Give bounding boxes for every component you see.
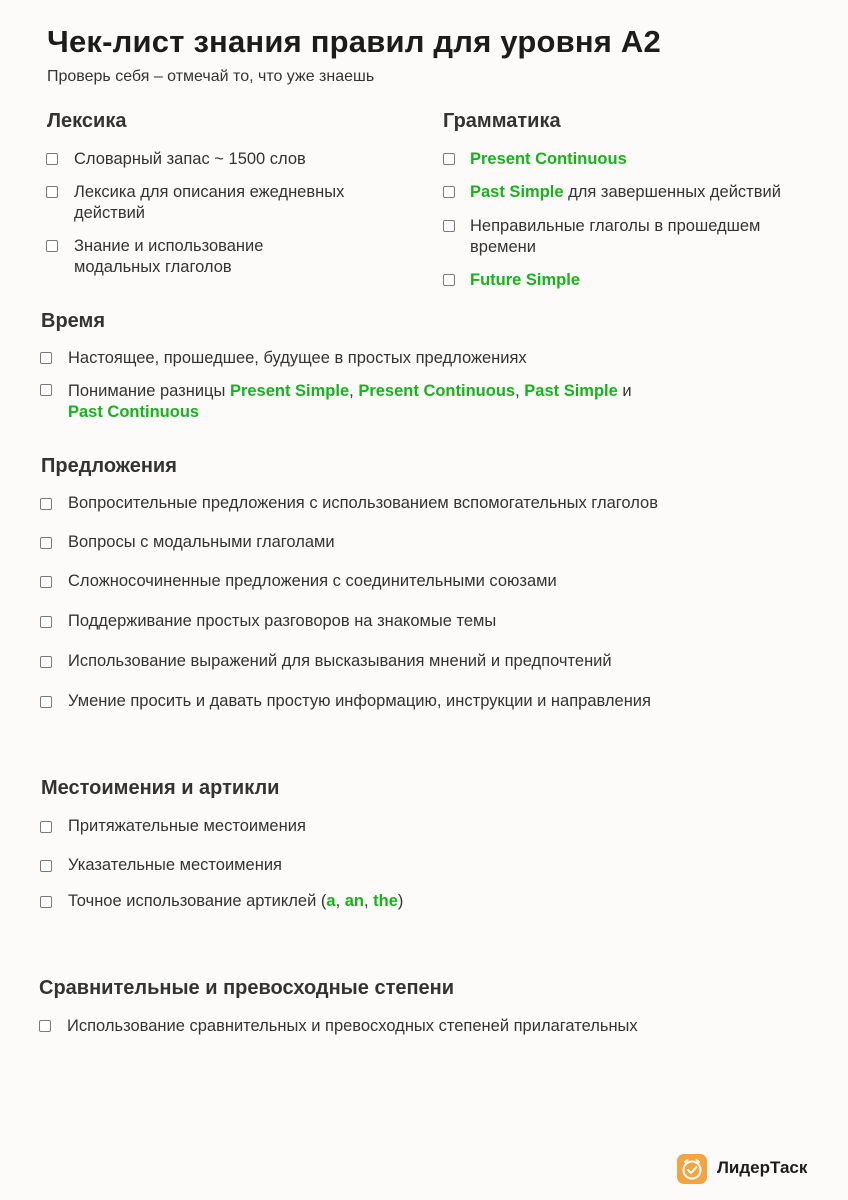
item-text: , xyxy=(515,382,525,400)
section-heading-grammar: Грамматика xyxy=(443,110,561,132)
brand-name: ЛидерТаск xyxy=(717,1158,808,1177)
checklist-item: Лексика для описания ежедневных действий xyxy=(74,183,345,222)
checklist-item: Вопросы с модальными глаголами xyxy=(68,533,335,551)
article-term: the xyxy=(373,892,398,910)
checklist-item xyxy=(470,149,830,170)
checklist-item: Указательные местоимения xyxy=(68,856,282,874)
checklist-item: Использование сравнительных и превосходных степеней прилагательных xyxy=(67,1017,638,1035)
article-term: a xyxy=(326,892,336,910)
article-term: an xyxy=(344,892,364,910)
checkbox[interactable] xyxy=(443,220,455,232)
checkbox[interactable] xyxy=(443,153,455,165)
checkbox[interactable] xyxy=(40,696,52,708)
checkbox[interactable] xyxy=(40,860,52,872)
item-text: ) xyxy=(397,892,404,910)
checklist-item xyxy=(68,381,748,423)
item-text: для завершенных действий xyxy=(563,183,781,201)
grammar-term: Past Simple xyxy=(524,382,618,400)
checklist-item: Неправильные глаголы в прошедшем времени xyxy=(470,217,761,256)
checkbox[interactable] xyxy=(40,896,52,908)
checkbox[interactable] xyxy=(40,498,52,510)
checklist-item: Настоящее, прошедшее, будущее в простых предложениях xyxy=(68,349,527,367)
checklist-item: Словарный запас ~ 1500 слов xyxy=(74,150,306,168)
checkbox[interactable] xyxy=(39,1020,51,1032)
grammar-term: Past Continuous xyxy=(68,403,200,421)
checkbox[interactable] xyxy=(40,384,52,396)
checkbox[interactable] xyxy=(46,186,58,198)
checklist-item xyxy=(470,182,840,203)
item-text: , xyxy=(349,382,359,400)
checkbox[interactable] xyxy=(40,821,52,833)
item-text: Понимание разницы xyxy=(68,382,230,400)
section-heading-tense: Время xyxy=(41,310,105,332)
checkbox[interactable] xyxy=(40,352,52,364)
item-text: , xyxy=(364,892,374,910)
section-heading-sentences: Предложения xyxy=(41,455,177,477)
checkbox[interactable] xyxy=(443,186,455,198)
grammar-term: Present Continuous xyxy=(358,382,516,400)
grammar-term: Future Simple xyxy=(470,271,581,289)
checklist-item: Знание и использование модальных глаголов xyxy=(74,237,264,276)
page-subtitle: Проверь себя – отмечай то, что уже знаешь xyxy=(47,68,375,85)
checkbox[interactable] xyxy=(40,537,52,549)
checkbox[interactable] xyxy=(443,274,455,286)
checklist-item xyxy=(68,891,668,912)
checkbox[interactable] xyxy=(40,576,52,588)
checklist-item: Умение просить и давать простую информацию, инструкции и направления xyxy=(68,692,651,710)
checkbox[interactable] xyxy=(40,616,52,628)
section-heading-pronouns: Местоимения и артикли xyxy=(41,777,280,799)
item-text: и xyxy=(617,382,632,400)
page-title: Чек-лист знания правил для уровня А2 xyxy=(47,24,661,59)
checkbox[interactable] xyxy=(40,656,52,668)
grammar-term: Present Continuous xyxy=(470,150,627,168)
clock-check-icon xyxy=(677,1154,707,1184)
section-heading-lexicon: Лексика xyxy=(47,110,127,132)
checkbox[interactable] xyxy=(46,153,58,165)
item-text: Точное использование артиклей ( xyxy=(68,892,327,910)
checklist-item: Поддерживание простых разговоров на знакомые темы xyxy=(68,612,497,630)
section-heading-comparatives: Сравнительные и превосходные степени xyxy=(39,977,455,999)
checklist-item: Сложносочиненные предложения с соединительными союзами xyxy=(68,572,557,590)
checklist-item: Использование выражений для высказывания мнений и предпочтений xyxy=(68,652,612,670)
checklist-item: Вопросительные предложения с использованием вспомогательных глаголов xyxy=(68,494,658,512)
item-text: , xyxy=(335,892,345,910)
checklist-item xyxy=(470,270,830,291)
grammar-term: Past Simple xyxy=(470,183,564,201)
checklist-item: Притяжательные местоимения xyxy=(68,817,306,835)
checkbox[interactable] xyxy=(46,240,58,252)
grammar-term: Present Simple xyxy=(229,382,350,400)
